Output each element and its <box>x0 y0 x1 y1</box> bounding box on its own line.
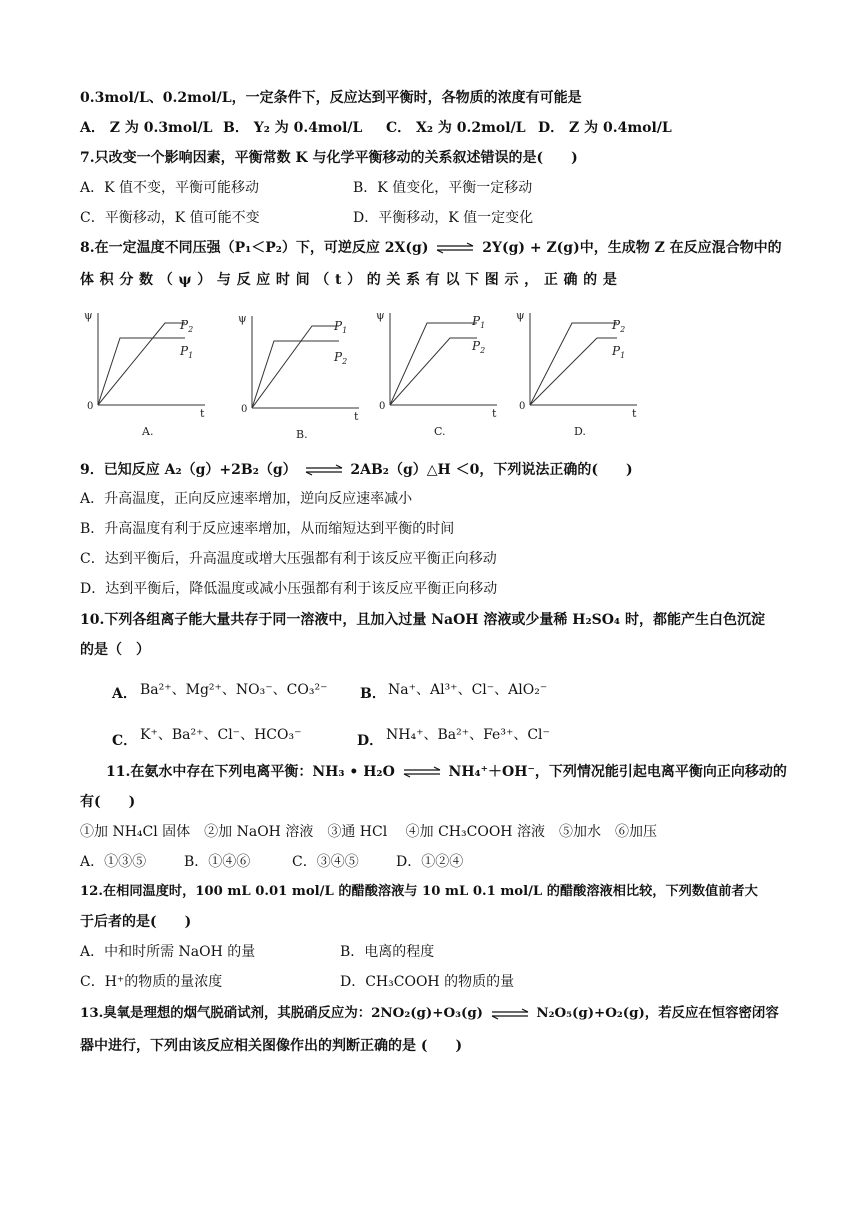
q7-option-a: A．K 值不变，平衡可能移动 <box>80 180 260 196</box>
q6-option-a: A． Z 为 0.3mol/L <box>80 120 213 136</box>
curve-label-p1: $P_1$ <box>180 344 194 360</box>
q7-stem: 7.只改变一个影响因素，平衡常数 K 与化学平衡移动的关系叙述错误的是( ) <box>80 150 578 166</box>
curve-label-p2: $P_2$ <box>180 318 194 334</box>
q7-option-d: D．平衡移动，K 值一定变化 <box>353 210 534 226</box>
curve-label-p2: $P_2$ <box>612 318 626 334</box>
graph-caption: D. <box>574 425 586 438</box>
graph-b <box>234 308 369 443</box>
q10-option-b-label: B． <box>360 686 386 702</box>
q12-stem-line1: 12.在相同温度时，100 mL 0.01 mol/L 的醋酸溶液与 10 mL 0.1 mol/L 的醋酸溶液相比较，下列数值前者大 <box>80 884 758 899</box>
y-axis-label: ψ <box>516 309 525 322</box>
origin-label: 0 <box>241 404 248 415</box>
q6-option-d: D． Z 为 0.4mol/L <box>538 120 672 136</box>
curve-label-p1: $P_1$ <box>612 344 626 360</box>
curve-p2 <box>530 323 617 405</box>
q8-stem-line1 <box>80 238 782 258</box>
y-axis-label: ψ <box>376 309 385 322</box>
q11-option-b: B．①④⑥ <box>184 854 251 870</box>
q13-stem-line1 <box>80 1003 779 1023</box>
q12-option-a: A．中和时所需 NaOH 的量 <box>80 944 256 960</box>
origin-label: 0 <box>519 401 526 412</box>
q12-stem-line2: 于后者的是( ) <box>80 914 192 930</box>
graph-c <box>372 305 507 440</box>
q10-option-a-ions: Ba²⁺、Mg²⁺、NO₃⁻、CO₃²⁻ <box>140 682 328 698</box>
q7-option-c: C．平衡移动，K 值可能不变 <box>80 210 260 226</box>
curve-label-p2: $P_2$ <box>472 339 486 355</box>
q9-stem <box>80 460 633 480</box>
q12-option-c: C．H⁺的物质的量浓度 <box>80 974 223 990</box>
curve-p2 <box>390 338 477 405</box>
curve-p2 <box>252 341 339 408</box>
q11-option-a: A．①③⑤ <box>80 854 147 870</box>
q12-option-d: D．CH₃COOH 的物质的量 <box>340 974 515 990</box>
q8-stem-part1: 8.在一定温度不同压强（P₁＜P₂）下，可逆反应 2X(g) <box>80 240 429 256</box>
q10-option-d-label: D． <box>357 733 384 749</box>
q9-stem-part2: 2AB₂（g）△H ＜0，下列说法正确的( ) <box>350 462 633 478</box>
x-axis-label: t <box>200 407 205 420</box>
origin-label: 0 <box>379 401 386 412</box>
equilibrium-arrow-icon <box>304 464 344 476</box>
q12-option-b: B．电离的程度 <box>340 944 435 960</box>
q8-stem-line2: 体 积 分 数 （ ψ ） 与 反 应 时 间 （ t ） 的 关 系 有 以 下 图 示 ， 正 确 的 是 <box>80 272 618 288</box>
q10-stem-line2: 的是（ ） <box>80 642 150 658</box>
equilibrium-arrow-icon <box>490 1008 530 1020</box>
q6-stem-tail: 0.3mol/L、0.2mol/L，一定条件下，反应达到平衡时，各物质的浓度有可能是 <box>80 90 582 106</box>
curve-p1 <box>98 338 185 405</box>
graph-d <box>512 305 647 440</box>
origin-label: 0 <box>87 401 94 412</box>
x-axis-label: t <box>354 410 359 423</box>
y-axis-label: ψ <box>84 309 93 322</box>
q9-option-a: A．升高温度，正向反应速率增加，逆向反应速率减小 <box>80 491 413 507</box>
q10-option-b-ions: Na⁺、Al³⁺、Cl⁻、AlO₂⁻ <box>388 682 548 698</box>
x-axis-label: t <box>492 407 497 420</box>
equilibrium-arrow-icon <box>435 242 475 254</box>
q11-stem-line1 <box>106 762 787 782</box>
q13-stem-line2: 器中进行，下列由该反应相关图像作出的判断正确的是 ( ) <box>80 1038 463 1054</box>
q9-stem-part1: 9．已知反应 A₂（g）+2B₂（g） <box>80 462 297 478</box>
q11-stem-part1: 11.在氨水中存在下列电离平衡：NH₃ • H₂O <box>106 764 395 780</box>
curve-p1 <box>530 338 617 405</box>
graph-caption: B. <box>296 428 308 441</box>
curve-label-p2: $P_2$ <box>334 350 348 366</box>
q8-stem-part2: 2Y(g) + Z(g)中，生成物 Z 在反应混合物中的 <box>482 240 782 256</box>
curve-p1 <box>390 323 477 405</box>
q6-option-b: B． Y₂ 为 0.4mol/L <box>223 120 363 136</box>
graph-caption: C. <box>434 425 446 438</box>
x-axis-label: t <box>632 407 637 420</box>
q9-option-b: B．升高温度有利于反应速率增加，从而缩短达到平衡的时间 <box>80 521 455 537</box>
q10-option-a-label: A． <box>112 686 137 702</box>
q10-option-c-label: C． <box>112 733 138 749</box>
q11-option-c: C．③④⑤ <box>292 854 359 870</box>
q10-stem-line1: 10.下列各组离子能大量共存于同一溶液中，且加入过量 NaOH 溶液或少量稀 H₂SO₄ 时，都能产生白色沉淀 <box>80 612 765 628</box>
q7-option-b: B．K 值变化，平衡一定移动 <box>353 180 533 196</box>
graph-a <box>80 305 215 440</box>
q10-option-d-ions: NH₄⁺、Ba²⁺、Fe³⁺、Cl⁻ <box>386 727 550 743</box>
q13-stem-part1: 13.臭氧是理想的烟气脱硝试剂，其脱硝反应为：2NO₂(g)+O₃(g) <box>80 1005 484 1021</box>
q9-option-d: D．达到平衡后，降低温度或减小压强都有利于该反应平衡正向移动 <box>80 581 498 597</box>
q6-option-c: C． X₂ 为 0.2mol/L <box>386 120 526 136</box>
q10-option-c-ions: K⁺、Ba²⁺、Cl⁻、HCO₃⁻ <box>140 727 302 743</box>
graph-caption: A. <box>142 425 154 438</box>
q11-items: ①加 NH₄Cl 固体 ②加 NaOH 溶液 ③通 HCl ④加 CH₃COOH 溶液 ⑤加水 ⑥加压 <box>80 824 657 840</box>
q9-option-c: C．达到平衡后，升高温度或增大压强都有利于该反应平衡正向移动 <box>80 551 497 567</box>
y-axis-label: ψ <box>238 312 247 325</box>
q11-stem-part2: NH₄⁺＋OH⁻，下列情况能引起电离平衡向正向移动的 <box>448 764 787 780</box>
q11-stem-line2: 有( ) <box>80 794 136 810</box>
q11-option-d: D．①②④ <box>396 854 464 870</box>
curve-label-p1: $P_1$ <box>334 319 348 335</box>
q13-stem-part2: N₂O₅(g)+O₂(g)，若反应在恒容密闭容 <box>536 1005 779 1021</box>
equilibrium-arrow-icon <box>402 766 442 778</box>
curve-label-p1: $P_1$ <box>472 314 486 330</box>
